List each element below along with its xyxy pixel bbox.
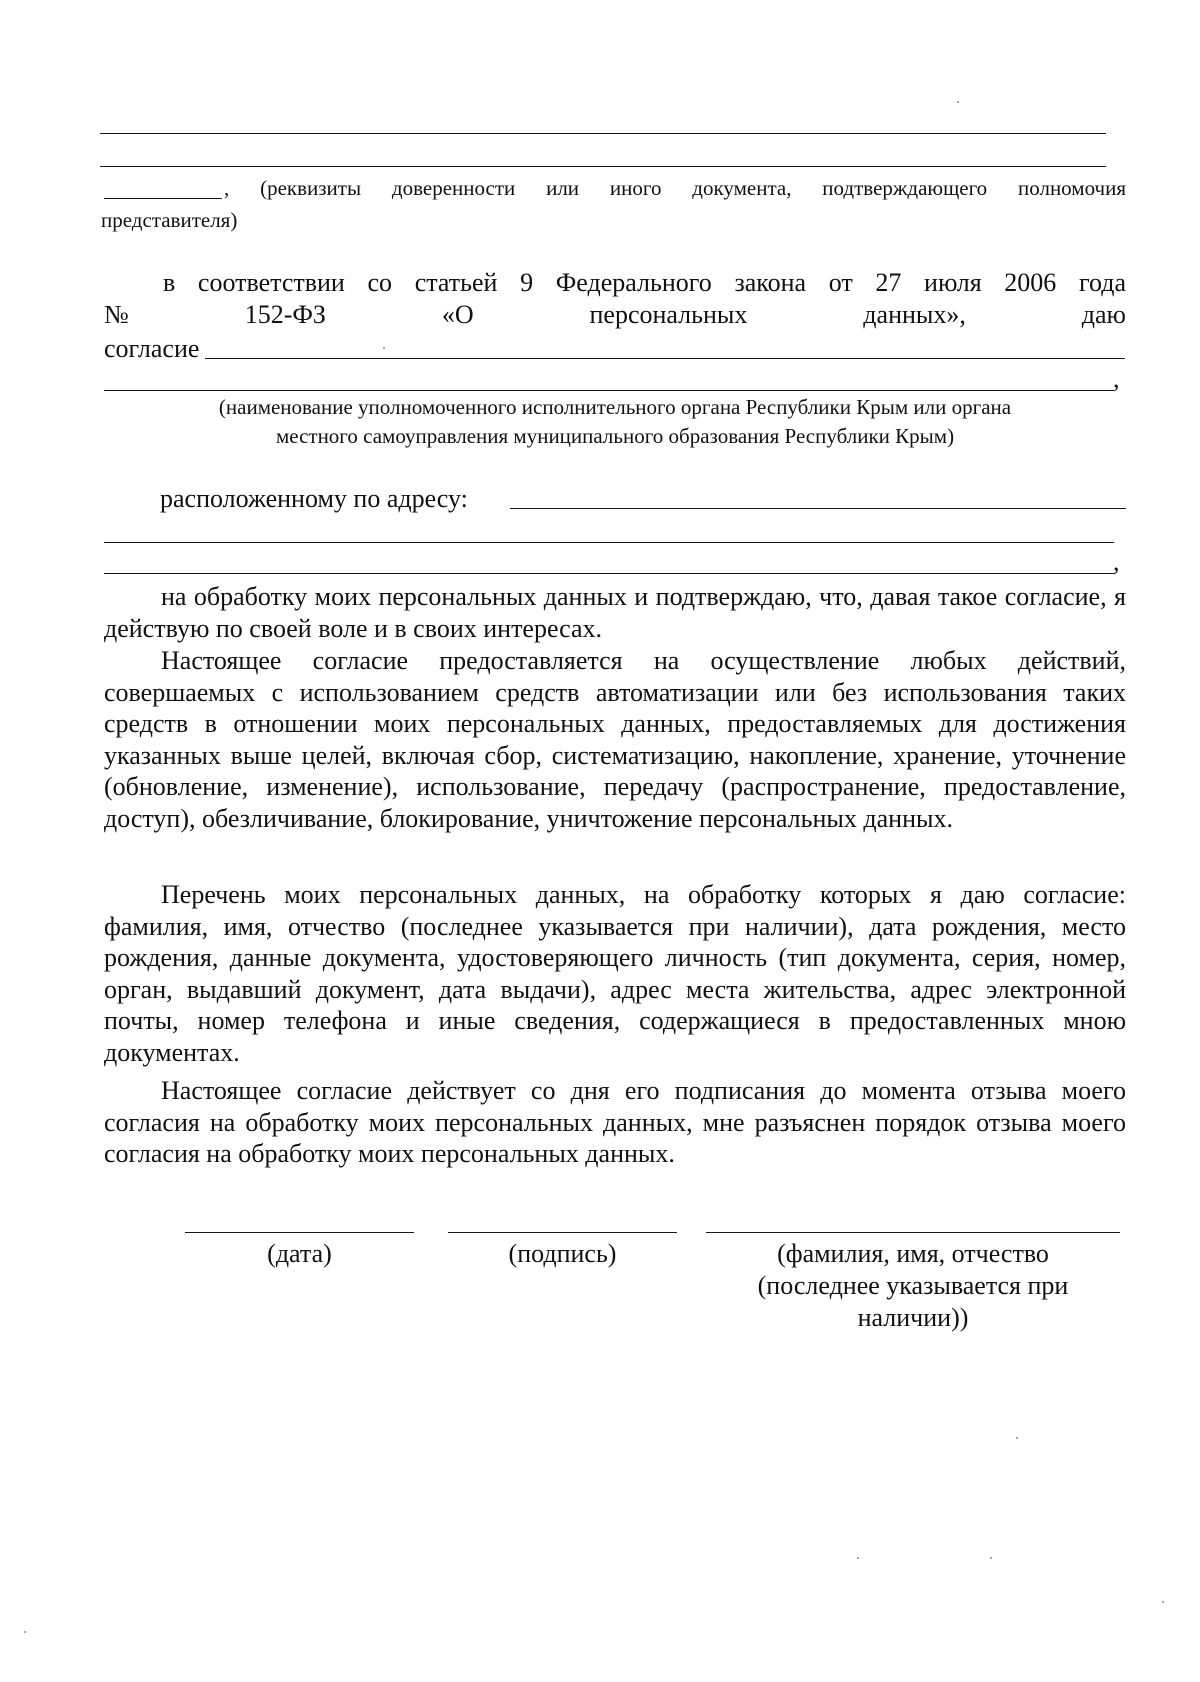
law-title-word-1: «О bbox=[441, 300, 474, 329]
full-name-label-line3: наличии)) bbox=[857, 1303, 969, 1332]
paragraph-validity: Настоящее согласие действует со дня его подписания до момента отзыва моего согласия на обработку моих персональных данных, мне разъяснен порядок отзыва моего согласия на обработку моих персональных данных. bbox=[104, 1076, 1126, 1168]
signature-label: (подпись) bbox=[508, 1239, 617, 1268]
address-label: расположенному по адресу: bbox=[160, 484, 468, 513]
scan-speck bbox=[957, 101, 959, 103]
organ-caption-line2: местного самоуправления муниципального образования Республики Крым) bbox=[275, 424, 955, 448]
date-label: (дата) bbox=[267, 1239, 332, 1268]
law-title-word-2: персональных bbox=[589, 300, 748, 329]
law-number: 152-ФЗ bbox=[244, 300, 326, 329]
law-title-word-3: данных», bbox=[863, 300, 966, 329]
organ-name-blank-line bbox=[104, 390, 1114, 391]
scan-speck bbox=[1016, 1437, 1018, 1439]
full-name-label-line1: (фамилия, имя, отчество bbox=[777, 1239, 1049, 1268]
address-blank-line-2 bbox=[104, 542, 1114, 543]
consent-intro-line2 bbox=[104, 302, 1126, 328]
scan-speck bbox=[857, 1557, 859, 1559]
consent-intro-line1: в соответствии со статьей 9 Федерального закона от 27 июля 2006 года bbox=[163, 268, 1126, 297]
blank-line-1 bbox=[100, 133, 1106, 134]
date-blank-line bbox=[185, 1232, 414, 1233]
blank-line-2 bbox=[100, 166, 1106, 167]
full-name-blank-line bbox=[706, 1232, 1120, 1233]
paragraph-processing-actions: Настоящее согласие предоставляется на осуществление любых действий, совершаемых с использованием средств автоматизации или без использования таких средств в отношении моих персональных данных, предоставляемых для достижения указанных выше целей, включая сбор, систематизацию, накопление, хранение, уточнение (обновление, изменение), использование, передачу (распространение, предоставление, доступ), обезличивание, блокирование, уничтожение персональных данных. bbox=[104, 646, 1126, 833]
address-blank-line-1 bbox=[510, 508, 1126, 509]
scan-speck bbox=[24, 1631, 26, 1633]
consent-recipient-blank-line bbox=[205, 358, 1125, 359]
organ-caption-line1: (наименование уполномоченного исполнительного органа Республики Крым или органа bbox=[218, 395, 1012, 419]
number-sign: № bbox=[104, 300, 129, 329]
address-line-comma: , bbox=[1113, 547, 1120, 576]
attorney-blank-line bbox=[104, 198, 222, 199]
paragraph-consent-purpose: на обработку моих персональных данных и подтверждаю, что, давая такое согласие, я действую по своей воле и в своих интересах. bbox=[104, 582, 1126, 643]
organ-line-comma: , bbox=[1113, 364, 1120, 393]
full-name-label-line2: (последнее указывается при bbox=[757, 1271, 1069, 1300]
scan-speck bbox=[990, 1557, 992, 1559]
attorney-caption-line1: , (реквизиты доверенности или иного документа, подтверждающего полномочия bbox=[224, 176, 1126, 200]
consent-label: согласие bbox=[104, 334, 200, 363]
signature-blank-line bbox=[448, 1232, 677, 1233]
paragraph-data-list: Перечень моих персональных данных, на обработку которых я даю согласие: фамилия, имя, отчество (последнее указывается при наличии), дата рождения, место рождения, данные документа, удостоверяющего личность (тип документа, серия, номер, орган, выдавший документ, дата выдачи), адрес места жительства, адрес электронной почты, номер телефона и иные сведения, содержащиеся в предоставленных мною документах. bbox=[104, 880, 1126, 1067]
address-blank-line-3 bbox=[104, 573, 1114, 574]
give-word: даю bbox=[1081, 300, 1126, 329]
scan-speck bbox=[383, 347, 385, 349]
attorney-caption-line2: представителя) bbox=[101, 208, 238, 232]
scan-speck bbox=[1162, 1601, 1164, 1603]
